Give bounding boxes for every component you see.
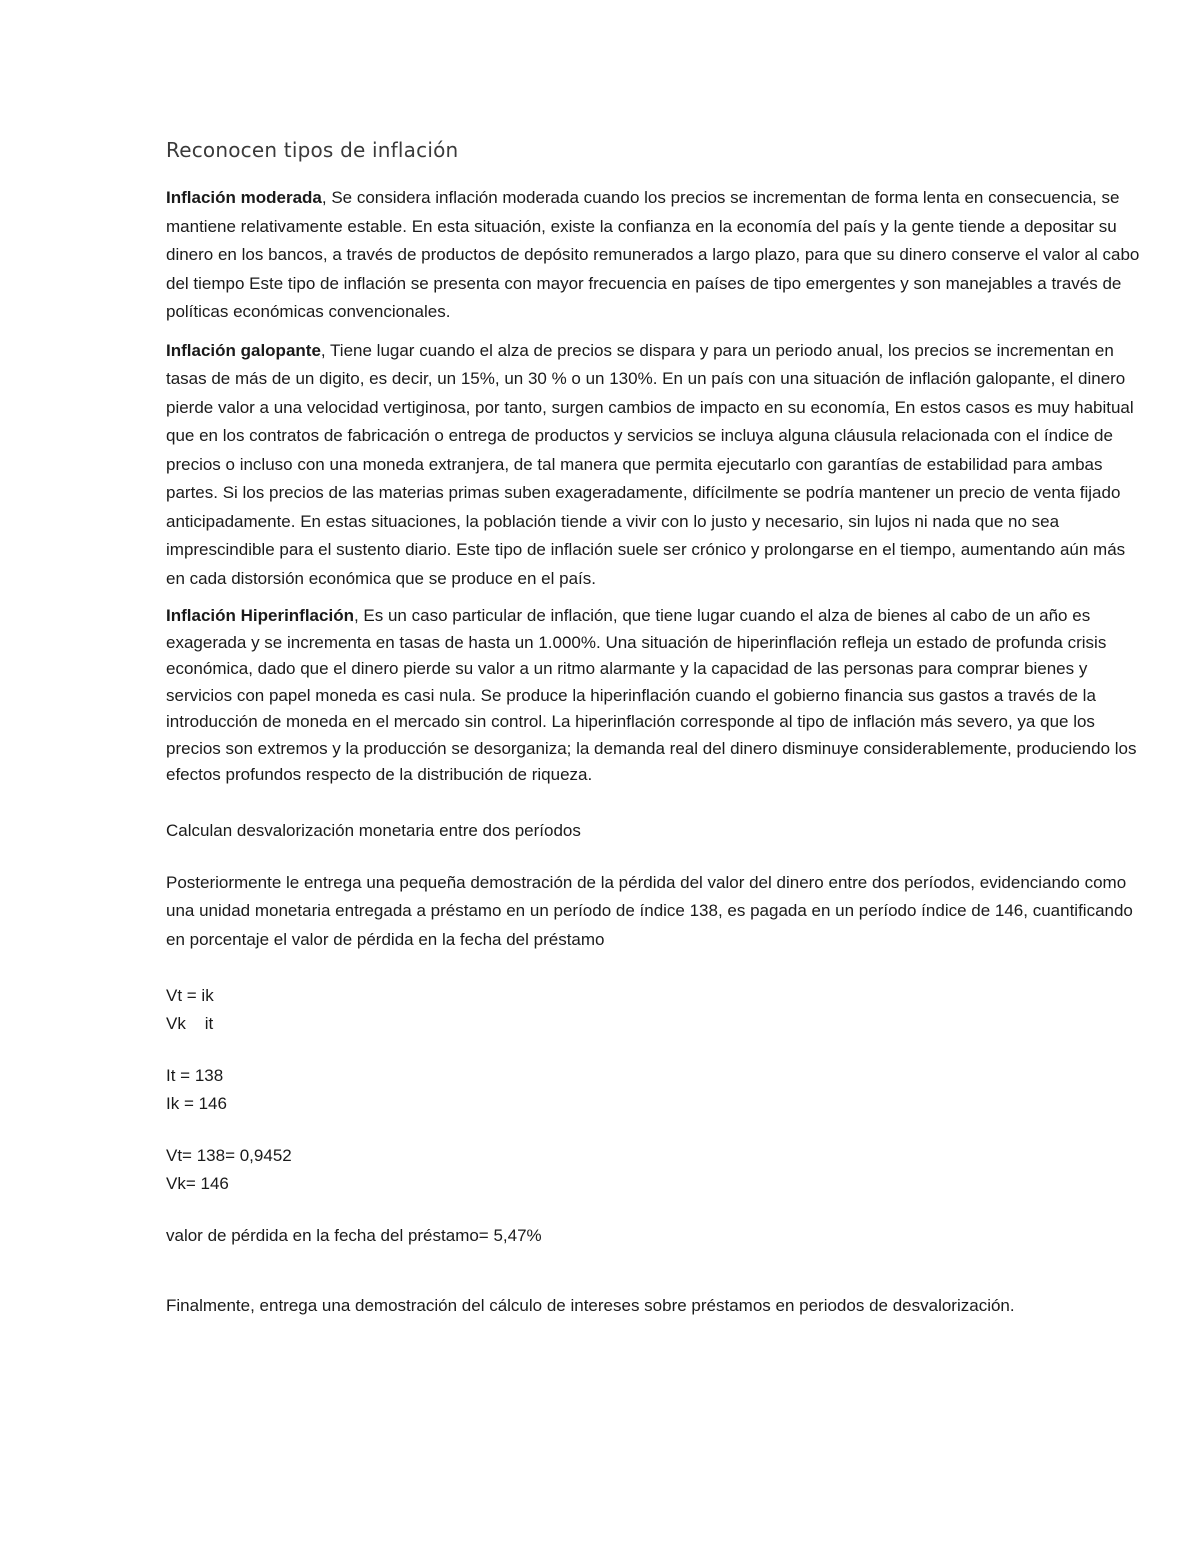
document-page xyxy=(166,138,1141,1331)
text-hiperinflacion: , Es un caso particular de inflación, que tiene lugar cuando el alza de bienes al cabo de un año es exagerada y se incrementa en tasas de hasta un 1.000%. Una situación de hiperinflación refleja un estado de profunda crisis económica, dado que el dinero pierde su valor a un ritmo alarmante y la capacidad de las personas para comprar bienes y servicios con papel moneda es casi nula. Se produce la hiperinflación cuando el gobierno financia sus gastos a través de la introducción de moneda en el mercado sin control. La hiperinflación corresponde al tipo de inflación más severo, ya que los precios son extremos y la producción se desorganiza; la demanda real del dinero disminuye considerablemente, produciendo los efectos profundos respecto de la distribución de riqueza. xyxy=(166,606,1137,784)
term-hiperinflacion: Inflación Hiperinflación xyxy=(166,606,354,625)
paragraph-inflacion-moderada xyxy=(166,184,1141,327)
term-galopante: Inflación galopante xyxy=(166,340,321,360)
text-moderada: , Se considera inflación moderada cuando los precios se incrementan de forma lenta en consecuencia, se mantiene relativamente estable. En esta situación, existe la confianza en la economía del país y la gente tiende a depositar su dinero en los bancos, a través de productos de depósito remunerados a largo plazo, para que su dinero conserve el valor al cabo del tiempo Este tipo de inflación se presenta con mayor frecuencia en países de tipo emergentes y son manejables a través de políticas económicas convencionales. xyxy=(166,188,1140,321)
loss-value-line: valor de pérdida en la fecha del préstamo= 5,47% xyxy=(166,1226,542,1245)
formula-line: Vk it xyxy=(166,1014,214,1033)
formula-line: Ik = 146 xyxy=(166,1094,227,1113)
text-galopante: , Tiene lugar cuando el alza de precios se dispara y para un periodo anual, los precios se incrementan en tasas de más de un digito, es decir, un 15%, un 30 % o un 130%. En un país con una situación de inflación galopante, el dinero pierde valor a una velocidad vertiginosa, por tanto, surgen cambios de impacto en su economía, En estos casos es muy habitual que en los contratos de fabricación o entrega de productos y servicios se incluya alguna cláusula relacionada con el índice de precios o incluso con una moneda extranjera, de tal manera que permita ejecutarlo con garantías de estabilidad para ambas partes. Si los precios de las materias primas suben exageradamente, difícilmente se podría mantener un precio de venta fijado anticipadamente. En estas situaciones, la población tiende a vivir con lo justo y necesario, sin lujos ni nada que no sea imprescindible para el sustento diario. Este tipo de inflación suele ser crónico y prolongarse en el tiempo, aumentando aún más en cada distorsión económica que se produce en el país. xyxy=(166,340,1134,588)
formula-result xyxy=(166,1142,1141,1198)
subheading-desvalorizacion: Calculan desvalorización monetaria entre dos períodos xyxy=(166,820,581,840)
term-moderada: Inflación moderada xyxy=(166,188,322,207)
formula-indices xyxy=(166,1062,1141,1118)
intro-paragraph: Posteriormente le entrega una pequeña demostración de la pérdida del valor del dinero entre dos períodos, evidenciando como una unidad monetaria entregada a préstamo en un período de índice 138, es pagada en un período índice de 146, cuantificando en porcentaje el valor de pérdida en la fecha del préstamo xyxy=(166,872,1133,949)
paragraph-inflacion-galopante xyxy=(166,337,1141,594)
formula-line: Vt = ik xyxy=(166,986,214,1005)
formula-line: It = 138 xyxy=(166,1066,224,1085)
formula-ratio xyxy=(166,982,1141,1038)
formula-line: Vk= 146 xyxy=(166,1174,229,1193)
paragraph-hiperinflacion xyxy=(166,603,1141,789)
formula-line: Vt= 138= 0,9452 xyxy=(166,1146,292,1165)
section-heading: Reconocen tipos de inflación xyxy=(166,138,459,162)
closing-paragraph: Finalmente, entrega una demostración del cálculo de intereses sobre préstamos en periodos de desvalorización. xyxy=(166,1296,1015,1315)
